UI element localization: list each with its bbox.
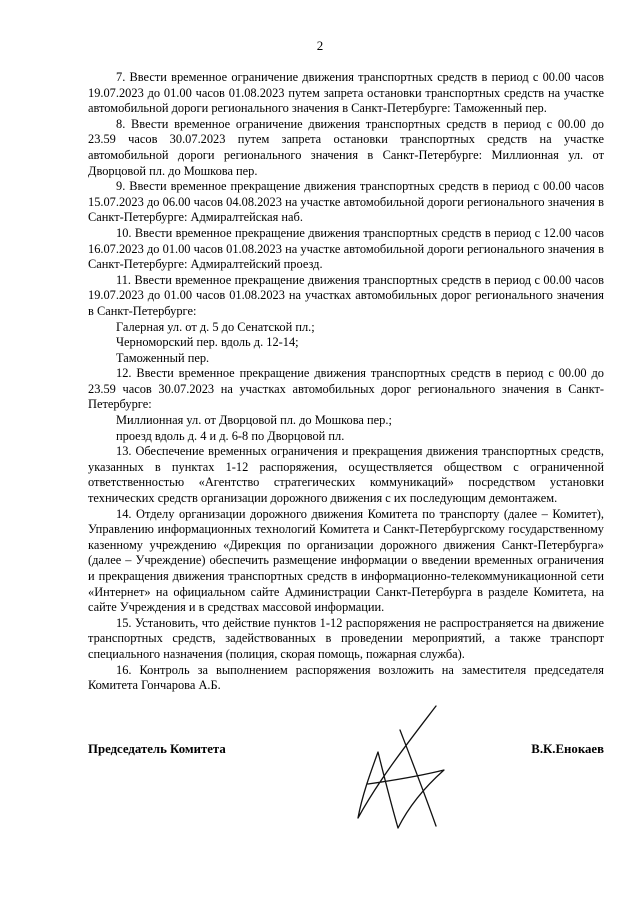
paragraph-13: 13. Обеспечение временных ограничения и прекращения движения транспортных средств, указанных в пунктах 1-12 распоряжения, осуществляется обществом с ограниченной ответственностью «Агентство стратегических коммуникаций» посредством установки технических средств организации дорожного движения с их последующим демонтажем. <box>88 444 604 506</box>
paragraph-14: 14. Отделу организации дорожного движения Комитета по транспорту (далее – Комитет), Управлению информационных технологий Комитета и Санкт-Петербургскому государственному казенному учреждению «Дирекция по организации дорожного движения Санкт-Петербурга» (далее – Учреждение) обеспечить размещение информации о введении временных ограничения и прекращения движения транспортных средств в информационно-телекоммуникационной сети «Интернет» на официальном сайте Администрации Санкт-Петербурга в разделе Комитета, на сайте Учреждения и в средствах массовой информации. <box>88 506 604 615</box>
paragraph-7: 7. Ввести временное ограничение движения транспортных средств в период с 00.00 часов 19.07.2023 до 01.00 часов 01.08.2023 путем запрета остановки транспортных средств на участке автомобильной дороги регионального значения в Санкт-Петербурге: Таможенный пер. <box>88 70 604 116</box>
list-item: Галерная ул. от д. 5 до Сенатской пл.; <box>116 319 315 334</box>
list-item: проезд вдоль д. 4 и д. 6-8 по Дворцовой пл. <box>116 428 345 443</box>
list-item: Таможенный пер. <box>116 350 210 365</box>
paragraph-15: 15. Установить, что действие пунктов 1-12 распоряжения не распространяется на движение транспортных средств, задействованных в проведении мероприятий, а также транспорт специального назначения (полиция, скорая помощь, пожарная служба). <box>88 615 604 661</box>
paragraph-10: 10. Ввести временное прекращение движения транспортных средств в период с 12.00 часов 16.07.2023 до 01.00 часов 01.08.2023 на участке автомобильной дороги регионального значения в Санкт-Петербурге: Адмиралтейский проезд. <box>88 225 604 272</box>
list-item: Миллионная ул. от Дворцовой пл. до Мошкова пер.; <box>116 413 392 428</box>
paragraph-11: 11. Ввести временное прекращение движения транспортных средств в период с 00.00 часов 19.07.2023 до 01.00 часов 01.08.2023 на участках автомобильных дорог регионального значения в Санкт-Петербурге: <box>88 272 604 318</box>
handwritten-signature <box>340 700 470 835</box>
list-item: Черноморский пер. вдоль д. 12-14; <box>116 335 299 350</box>
signatory-name: В.К.Енокаев <box>531 742 604 756</box>
paragraph-9: 9. Ввести временное прекращение движения транспортных средств в период с 00.00 часов 15.07.2023 до 06.00 часов 04.08.2023 на участке автомобильной дороги регионального значения в Санкт-Петербурге: Адмиралтейская наб. <box>88 179 604 225</box>
paragraph-12: 12. Ввести временное прекращение движения транспортных средств в период с 00.00 до 23.59 часов 30.07.2023 на участках автомобильных дорог регионального значения в Санкт-Петербурге: <box>88 366 604 412</box>
paragraph-8: 8. Ввести временное ограничение движения транспортных средств в период с 00.00 до 23.59 часов 30.07.2023 путем запрета остановки транспортных средств на участке автомобильной дороги регионального значения в Санкт-Петербурге: Миллионная ул. от Дворцовой пл. до Мошкова пер. <box>88 116 604 178</box>
signatory-position: Председатель Комитета <box>88 742 226 756</box>
document-body <box>88 70 604 694</box>
paragraph-16: 16. Контроль за выполнением распоряжения возложить на заместителя председателя Комитета Гончарова А.Б. <box>88 662 604 693</box>
page-number: 2 <box>316 38 324 53</box>
